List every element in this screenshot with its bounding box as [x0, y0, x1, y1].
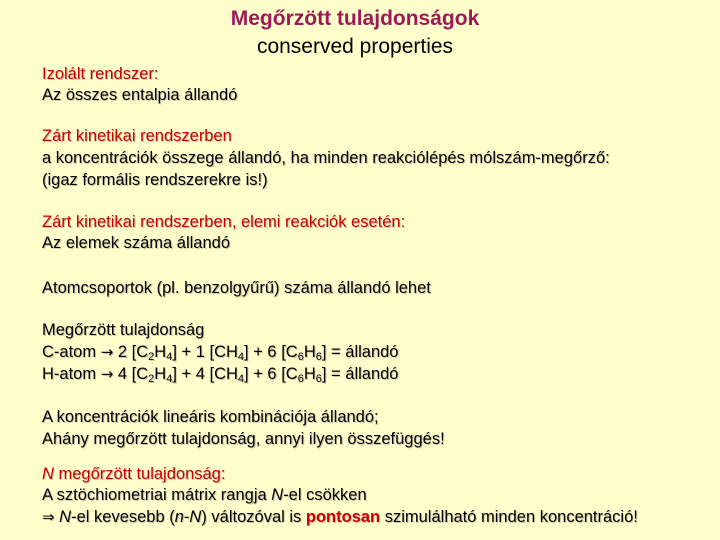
h-sp1: C	[136, 365, 149, 383]
h-plus1: + 4	[181, 365, 205, 383]
pontosan-emphasis: pontosan	[305, 508, 381, 526]
stoich-line1-pre: A sztöchiometriai mátrix rangja	[42, 486, 272, 504]
c-sp2: CH	[214, 343, 238, 361]
h-sub3b: 6	[315, 373, 322, 385]
n-variable: N	[59, 508, 72, 526]
stoich-line1-post: -el csökken	[283, 486, 367, 504]
arrow-icon: →	[100, 365, 114, 383]
n-variable: N	[189, 508, 202, 526]
linear-line2: Ahány megőrzött tulajdonság, annyi ilyen összefüggés!	[42, 430, 445, 448]
isolated-heading: Izolált rendszer:	[42, 65, 159, 83]
title-sub: conserved properties	[256, 35, 454, 58]
c-sub1a: 2	[148, 351, 155, 363]
h-sp1b: H	[154, 365, 167, 383]
c-sub3a: 6	[297, 351, 304, 363]
stoich-line1	[42, 485, 367, 506]
c-sub2: 4	[237, 351, 245, 363]
c-coef1: 2	[117, 343, 128, 361]
stoich-line2-a: -el kevesebb (	[71, 508, 175, 526]
c-sub1b: 4	[166, 351, 173, 363]
c-rhs: = állandó	[331, 343, 399, 361]
c-sp3b: H	[303, 343, 316, 361]
h-sub1a: 2	[148, 373, 155, 385]
h-sp2: CH	[214, 365, 238, 383]
n-variable: N	[271, 486, 284, 504]
atomgroups-text: Atomcsoportok (pl. benzolgyűrű) száma állandó lehet	[42, 279, 431, 297]
h-atom-equation: H-atom → 4 $[C_2H_4] + 4$ $[CH_4] + 6$ $[C_6H_6]$ = állandó	[42, 365, 399, 385]
h-sub3a: 6	[297, 373, 304, 385]
linear-line1: A koncentrációk lineáris kombinációja állandó;	[42, 408, 379, 426]
h-sub2: 4	[237, 373, 245, 385]
isolated-text: Az összes entalpia állandó	[42, 86, 238, 104]
elementary-text: Az elemek száma állandó	[42, 234, 231, 252]
minus-sign: -	[183, 508, 190, 526]
h-sp3b: H	[303, 365, 316, 383]
title-sub-wrap	[210, 35, 500, 59]
title-main-wrap	[210, 7, 500, 31]
stoich-line2	[42, 507, 638, 528]
elementary-heading: Zárt kinetikai rendszerben, elemi reakciók esetén:	[42, 213, 406, 231]
h-plus2: + 6	[253, 365, 277, 383]
closed-line2: (igaz formális rendszerekre is!)	[42, 171, 268, 189]
c-plus1: + 1	[181, 343, 205, 361]
stoich-heading-text: megőrzött tulajdonság:	[53, 465, 226, 483]
c-plus2: + 6	[253, 343, 277, 361]
title-main: Megőrzött tulajdonságok	[230, 7, 480, 30]
h-coef1: 4	[117, 365, 128, 383]
n-small-variable: n	[174, 508, 184, 526]
implies-arrow-icon: ⇒	[42, 508, 55, 526]
conserved-heading: Megőrzött tulajdonság	[42, 321, 205, 339]
h-atom-label: H-atom	[42, 365, 97, 383]
h-sp3: C	[285, 365, 298, 383]
h-sub1b: 4	[166, 373, 173, 385]
n-variable: N	[42, 465, 54, 483]
closed-line1: a koncentrációk összege állandó, ha minden reakciólépés mólszám-megőrző:	[42, 149, 610, 167]
stoich-line2-c: szimulálható minden koncentráció!	[380, 508, 638, 526]
arrow-icon: →	[100, 343, 114, 361]
stoich-heading	[42, 464, 225, 485]
c-sp1b: H	[154, 343, 167, 361]
c-atom-equation: C-atom → 2 $[C_2H_4] + 1$ $[CH_4] + 6$ $[C_6H_6]$ = állandó	[42, 343, 399, 363]
c-sub3b: 6	[315, 351, 322, 363]
c-sp1: C	[136, 343, 149, 361]
closed-heading: Zárt kinetikai rendszerben	[42, 127, 232, 145]
c-sp3: C	[285, 343, 298, 361]
stoich-line2-b: ) változóval is	[201, 508, 306, 526]
c-atom-label: C-atom	[42, 343, 97, 361]
h-rhs: = állandó	[331, 365, 399, 383]
